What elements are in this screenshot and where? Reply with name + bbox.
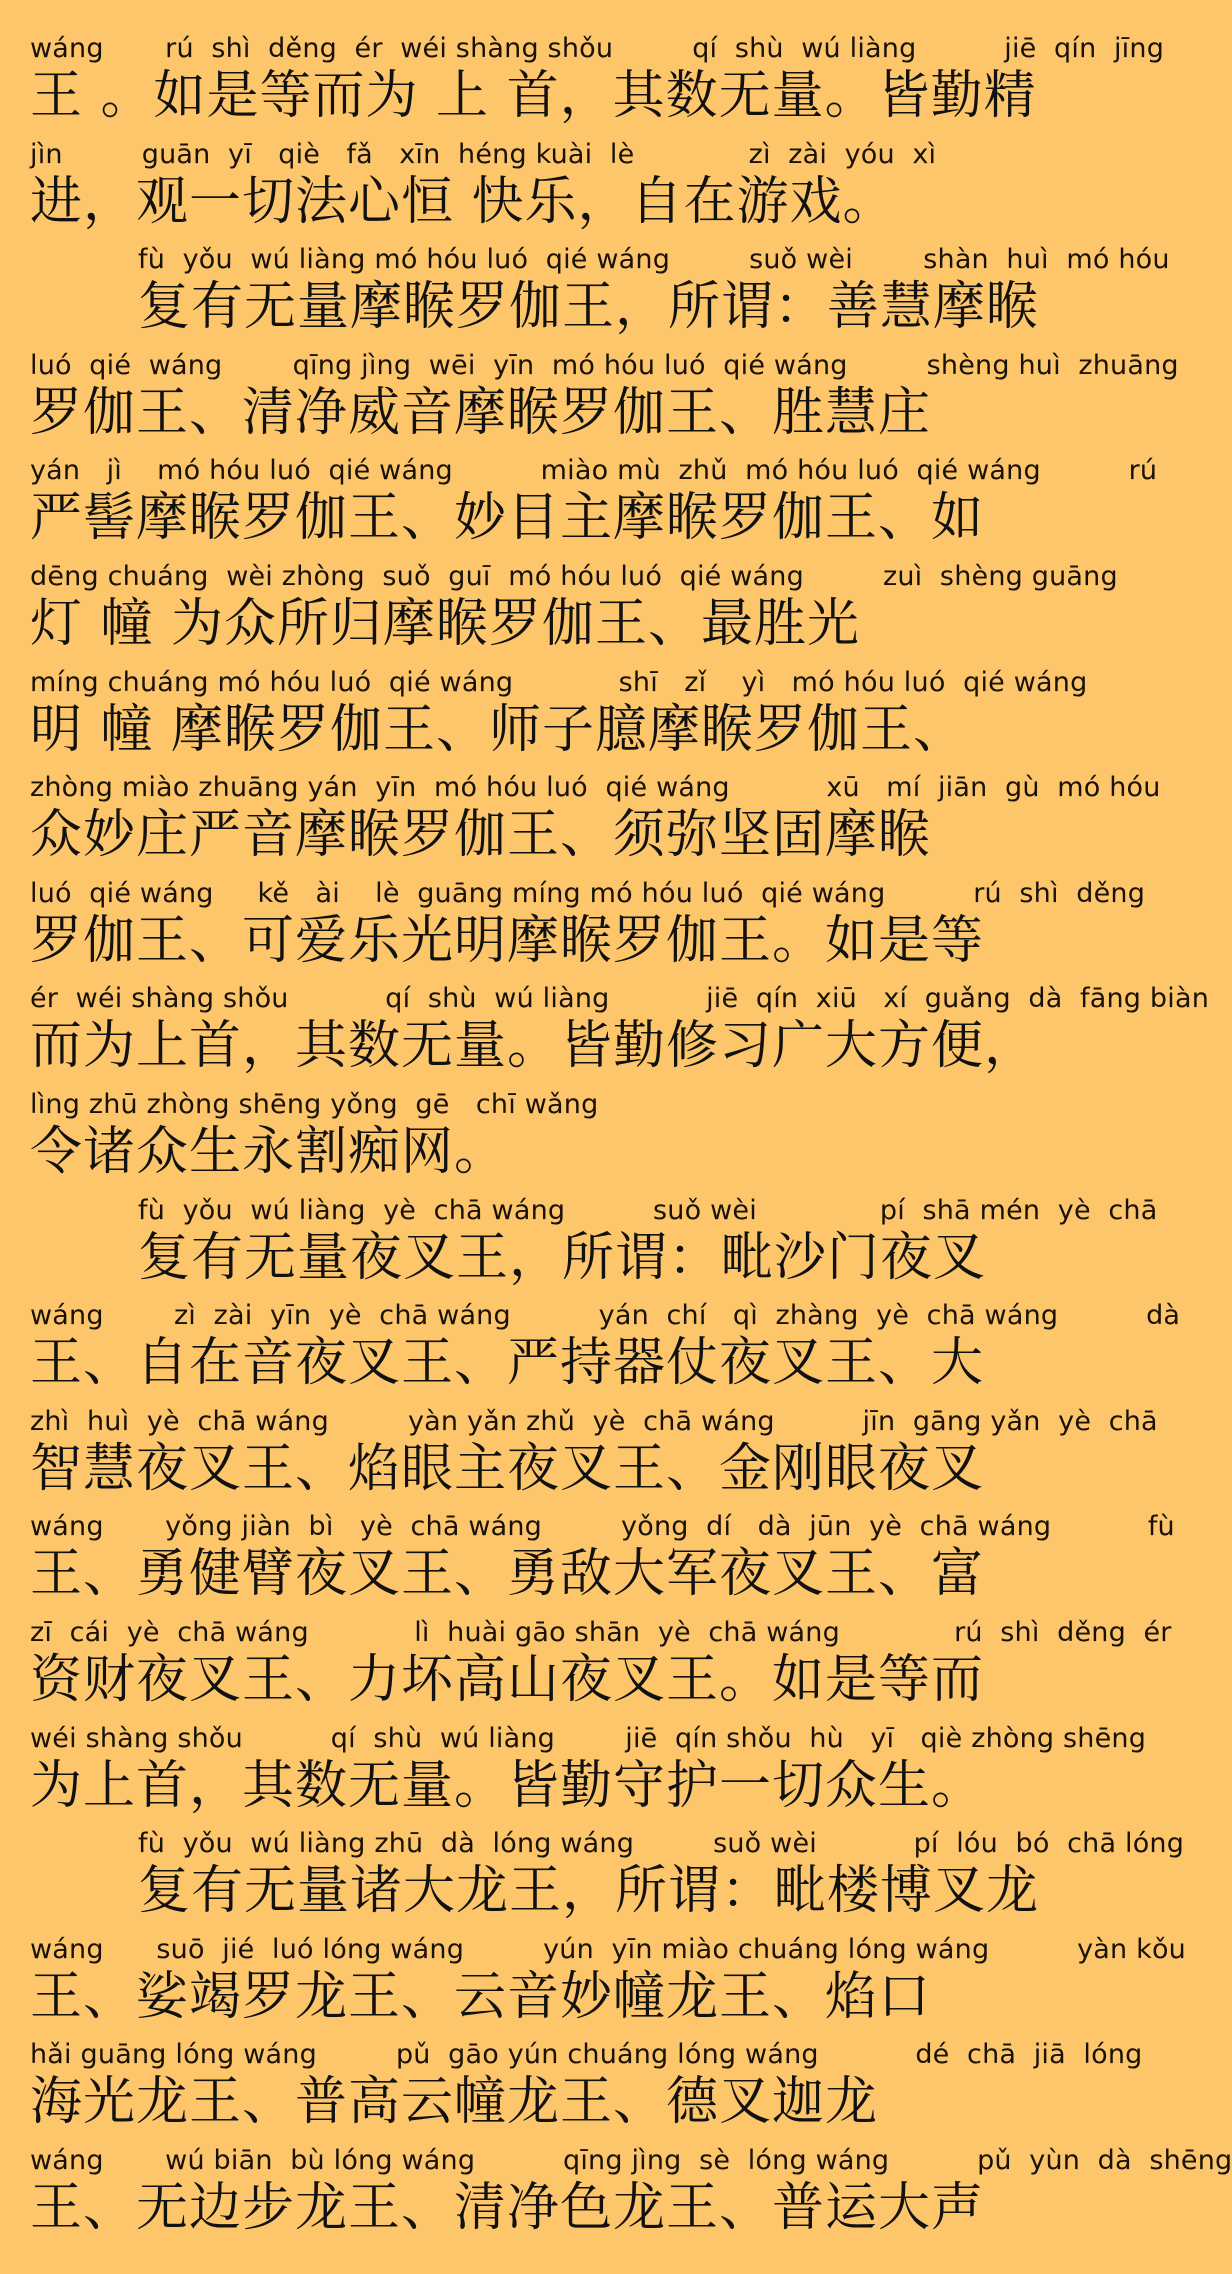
text-line	[30, 877, 1146, 983]
hanzi-row: 众妙庄严音摩睺罗伽王、须弥坚固摩睺	[30, 805, 932, 866]
pinyin-row: míng chuáng mó hóu luó qié wáng shī zǐ yì mó hóu luó qié wáng	[30, 666, 1088, 698]
text-line	[30, 560, 1118, 666]
hanzi-row: 复有无量夜叉王，所谓：毗沙门夜叉	[138, 1227, 987, 1288]
text-line	[30, 1616, 1172, 1722]
pinyin-row: wáng yǒng jiàn bì yè chā wáng yǒng dí dà jūn yè chā wáng fù	[30, 1511, 1175, 1543]
text-line	[30, 1299, 1181, 1405]
text-line	[30, 1722, 1147, 1828]
pinyin-row: luó qié wáng kě ài lè guāng míng mó hóu luó qié wáng rú shì děng	[30, 877, 1146, 909]
text-line	[30, 138, 1052, 244]
text-line	[30, 1194, 1158, 1300]
text-line	[30, 349, 1179, 455]
hanzi-row: 智慧夜叉王、焰眼主夜叉王、金刚眼夜叉	[30, 1438, 985, 1499]
pinyin-row: yán jì mó hóu luó qié wáng miào mù zhǔ mó hóu luó qié wáng rú	[30, 455, 1158, 487]
pinyin-row: dēng chuáng wèi zhòng suǒ guī mó hóu luó qié wáng zuì shèng guāng	[30, 560, 1118, 592]
text-line	[30, 2038, 1143, 2144]
pinyin-row: wéi shàng shǒu qí shù wú liàng jiē qín shǒu hù yī qiè zhòng shēng	[30, 1722, 1147, 1754]
pinyin-row: luó qié wáng qīng jìng wēi yīn mó hóu luó qié wáng shèng huì zhuāng	[30, 349, 1179, 381]
pinyin-row: zhì huì yè chā wáng yàn yǎn zhǔ yè chā wáng jīn gāng yǎn yè chā	[30, 1405, 1158, 1437]
text-line	[30, 1510, 1175, 1616]
hanzi-row: 灯 幢 为众所归摩睺罗伽王、最胜光	[30, 593, 861, 654]
pinyin-row: fù yǒu wú liàng mó hóu luó qié wáng suǒ wèi shàn huì mó hóu	[138, 244, 1170, 276]
text-line	[30, 1088, 1052, 1194]
hanzi-row: 罗伽王、清净威音摩睺罗伽王、胜慧庄	[30, 382, 932, 443]
text-line	[30, 982, 1210, 1088]
hanzi-row: 海光龙王、普高云幢龙王、德叉迦龙	[30, 2072, 879, 2133]
text-line	[30, 1405, 1158, 1511]
hanzi-row: 而为上首，其数无量。皆勤修习广大方便，	[30, 1016, 1038, 1077]
hanzi-row: 罗伽王、可爱乐光明摩睺罗伽王。如是等	[30, 910, 985, 971]
hanzi-row: 王、无边步龙王、清净色龙王、普运大声	[30, 2177, 985, 2238]
hanzi-row: 为上首，其数无量。皆勤守护一切众生。	[30, 1755, 985, 1816]
hanzi-row: 令诸众生永割痴网。	[30, 1121, 508, 1182]
hanzi-row: 王 。如是等而为 上 首，其数无量。皆勤精	[30, 66, 1037, 126]
pinyin-row: lìng zhū zhòng shēng yǒng gē chī wǎng	[30, 1088, 599, 1120]
text-line	[30, 2144, 1232, 2250]
text-line	[30, 771, 1161, 877]
pinyin-row: ér wéi shàng shǒu qí shù wú liàng jiē qín xiū xí guǎng dà fāng biàn	[30, 983, 1210, 1015]
pinyin-row: wáng wú biān bù lóng wáng qīng jìng sè lóng wáng pǔ yùn dà shēng	[30, 2144, 1232, 2176]
text-line	[30, 243, 1170, 349]
hanzi-row: 明 幢 摩睺罗伽王、师子臆摩睺罗伽王、	[30, 699, 967, 760]
pinyin-row: wáng zì zài yīn yè chā wáng yán chí qì zhàng yè chā wáng dà	[30, 1300, 1181, 1332]
hanzi-row: 王、勇健臂夜叉王、勇敌大军夜叉王、富	[30, 1544, 985, 1605]
hanzi-row: 复有无量诸大龙王，所谓：毗楼博叉龙	[138, 1861, 1040, 1922]
pinyin-row: fù yǒu wú liàng yè chā wáng suǒ wèi pí shā mén yè chā	[138, 1194, 1158, 1226]
pinyin-row: jìn guān yī qiè fǎ xīn héng kuài lè zì zài yóu xì	[30, 138, 937, 170]
pinyin-row: wáng suō jié luó lóng wáng yún yīn miào chuáng lóng wáng yàn kǒu	[30, 1933, 1186, 1965]
pinyin-row: wáng rú shì děng ér wéi shàng shǒu qí shù wú liàng jiē qín jīng	[30, 33, 1165, 64]
hanzi-row: 复有无量摩睺罗伽王，所谓：善慧摩睺	[138, 277, 1040, 338]
pinyin-row: hǎi guāng lóng wáng pǔ gāo yún chuáng lóng wáng dé chā jiā lóng	[30, 2039, 1143, 2071]
text-line	[30, 1827, 1185, 1933]
hanzi-row: 进，观一切法心恒 快乐，自在游戏。	[30, 171, 896, 232]
pinyin-row: zī cái yè chā wáng lì huài gāo shān yè chā wáng rú shì děng ér	[30, 1616, 1172, 1648]
hanzi-row: 王、自在音夜叉王、严持器仗夜叉王、大	[30, 1333, 985, 1394]
text-line	[30, 32, 1165, 138]
pinyin-row: zhòng miào zhuāng yán yīn mó hóu luó qié wáng xū mí jiān gù mó hóu	[30, 772, 1161, 804]
hanzi-row: 严髻摩睺罗伽王、妙目主摩睺罗伽王、如	[30, 488, 985, 549]
hanzi-row: 资财夜叉王、力坏高山夜叉王。如是等而	[30, 1649, 985, 1710]
pinyin-row: fù yǒu wú liàng zhū dà lóng wáng suǒ wèi pí lóu bó chā lóng	[138, 1828, 1185, 1860]
text-line	[30, 454, 1158, 560]
text-line	[30, 666, 1088, 772]
hanzi-row: 王、娑竭罗龙王、云音妙幢龙王、焰口	[30, 1966, 932, 2027]
text-line	[30, 1933, 1186, 2039]
